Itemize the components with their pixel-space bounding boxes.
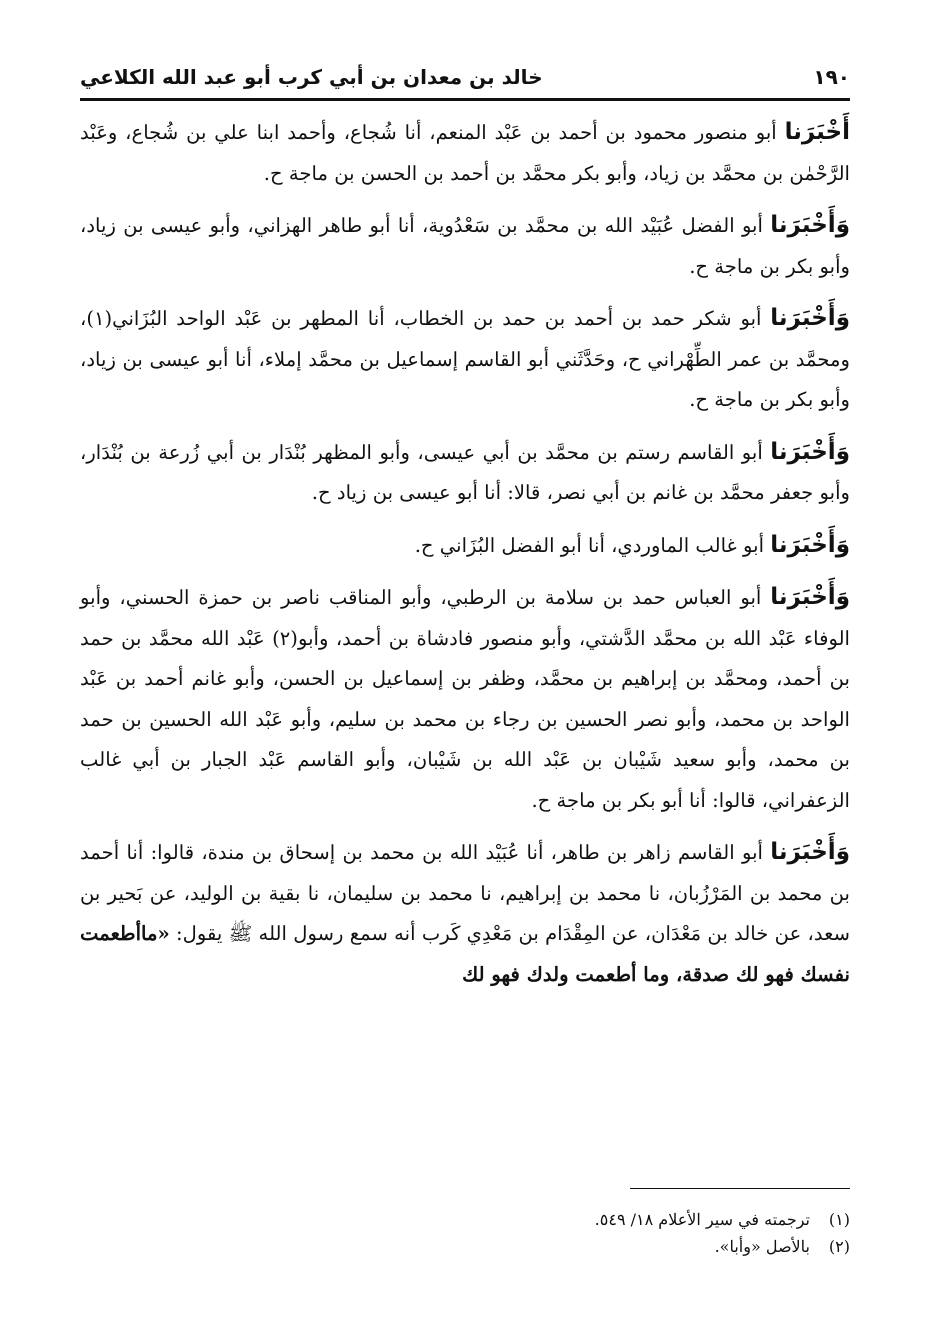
paragraph-lead: وَأَخْبَرَنا (770, 305, 850, 331)
footnote-text: ترجمته في سير الأعلام ١٨/ ٥٤٩. (594, 1210, 810, 1229)
paragraph (80, 832, 850, 995)
paragraph-lead: وَأَخْبَرَنا (770, 438, 850, 465)
paragraph-text: أبو القاسم رستم بن محمَّد بن أبي عيسى، وأبو المظهر بُنْدَار بن أبي زُرعة بن بُنْدَار، وأبو جعفر محمَّد بن غانم بن أبي نصر، قالا: أنا أبو عيسى بن زياد ح. (80, 440, 850, 504)
footnote-number: (٢) (828, 1237, 850, 1256)
paragraph-text: أبو الفضل عُبَيْد الله بن محمَّد بن سَعْدُوية، أنا أبو طاهر الهزاني، وأبو عيسى بن زياد، وأبو بكر بن ماجة ح. (80, 214, 850, 278)
paragraph (80, 205, 850, 287)
paragraph-text: أبو منصور محمود بن أحمد بن عَبْد المنعم، أنا شُجاع، وأحمد ابنا علي بن شُجاع، وعَبْد الرَّحْمٰن بن محمَّد بن زياد، وأبو بكر محمَّد بن أحمد بن الحسن بن ماجة ح. (80, 121, 850, 185)
running-title: خالد بن معدان بن أبي كرب أبو عبد الله الكلاعي (80, 65, 543, 89)
paragraph (80, 432, 850, 514)
paragraph (80, 112, 850, 194)
paragraph-lead: وَأَخْبَرَنا (770, 839, 850, 865)
footnotes (80, 1206, 850, 1260)
footnote-number: (١) (828, 1210, 850, 1229)
paragraph-text: أبو غالب الماوردي، أنا أبو الفضل البُزَاني ح. (414, 533, 771, 557)
main-text (80, 112, 850, 1006)
paragraph-text: أبو العباس حمد بن سلامة بن الرطبي، وأبو المناقب ناصر بن حمزة الحسني، وأبو الوفاء عَبْد الله بن محمَّد الدَّشتي، وأبو منصور فادشاة بن أحمد، وأبو(٢) عَبْد الله محمَّد بن حمد بن أحمد، ومحمَّد بن إبراهيم بن محمَّد، وظفر بن إسماعيل بن الحسن، وأبو غانم أحمد بن عَبْد الواحد بن محمد، وأبو نصر الحسين بن رجاء بن محمد بن سليم، وأبو عَبْد الله الحسين بن حمد بن محمد، وأبو سعيد شَيْبان بن عَبْد الله بن شَيْبان، وأبو القاسم عَبْد الجبار بن أبي غالب الزعفراني، قالوا: أنا أبو بكر بن ماجة ح. (80, 586, 850, 812)
hadith-quote: «ماأطعمت نفسك فهو لك صدقة، وما أطعمت ولدك فهو لك (80, 922, 850, 986)
paragraph-lead: أَخْبَرَنا (784, 119, 850, 145)
footnote-rule (630, 1188, 850, 1189)
paragraph-lead: وَأَخْبَرَنا (770, 584, 850, 610)
header-rule (80, 98, 850, 101)
paragraph-text: أبو شكر حمد بن أحمد بن حمد بن الخطاب، أنا المطهر بن عَبْد الواحد البُزَاني(١)، ومحمَّد بن عمر الطِّهْراني ح، وحَدَّثَني أبو القاسم إسماعيل بن محمَّد إملاء، أنا أبو عيسى بن زياد، وأبو بكر بن ماجة ح. (80, 307, 850, 411)
paragraph (80, 525, 850, 567)
footnote (80, 1233, 850, 1260)
paragraph-lead: وَأَخْبَرَنا (770, 212, 850, 238)
footnote-text: بالأصل «وأبا». (714, 1237, 810, 1256)
footnote (80, 1206, 850, 1233)
page-number: ١٩٠ (813, 65, 850, 89)
page-header (80, 56, 850, 98)
paragraph (80, 298, 850, 421)
paragraph-text: أبو القاسم زاهر بن طاهر، أنا عُبَيْد الله بن محمد بن إسحاق بن مندة، قالوا: أنا أحمد بن محمد بن المَرْزُبان، نا محمد بن إبراهيم، نا محمد بن سليمان، نا بقية بن الوليد، عن بَحير بن سعد، عن خالد بن مَعْدَان، عن المِقْدَام بن مَعْدِي كَرب أنه سمع رسول الله ﷺ يقول: (80, 841, 850, 945)
paragraph (80, 577, 850, 821)
paragraph-lead: وَأَخْبَرَنا (770, 531, 850, 558)
